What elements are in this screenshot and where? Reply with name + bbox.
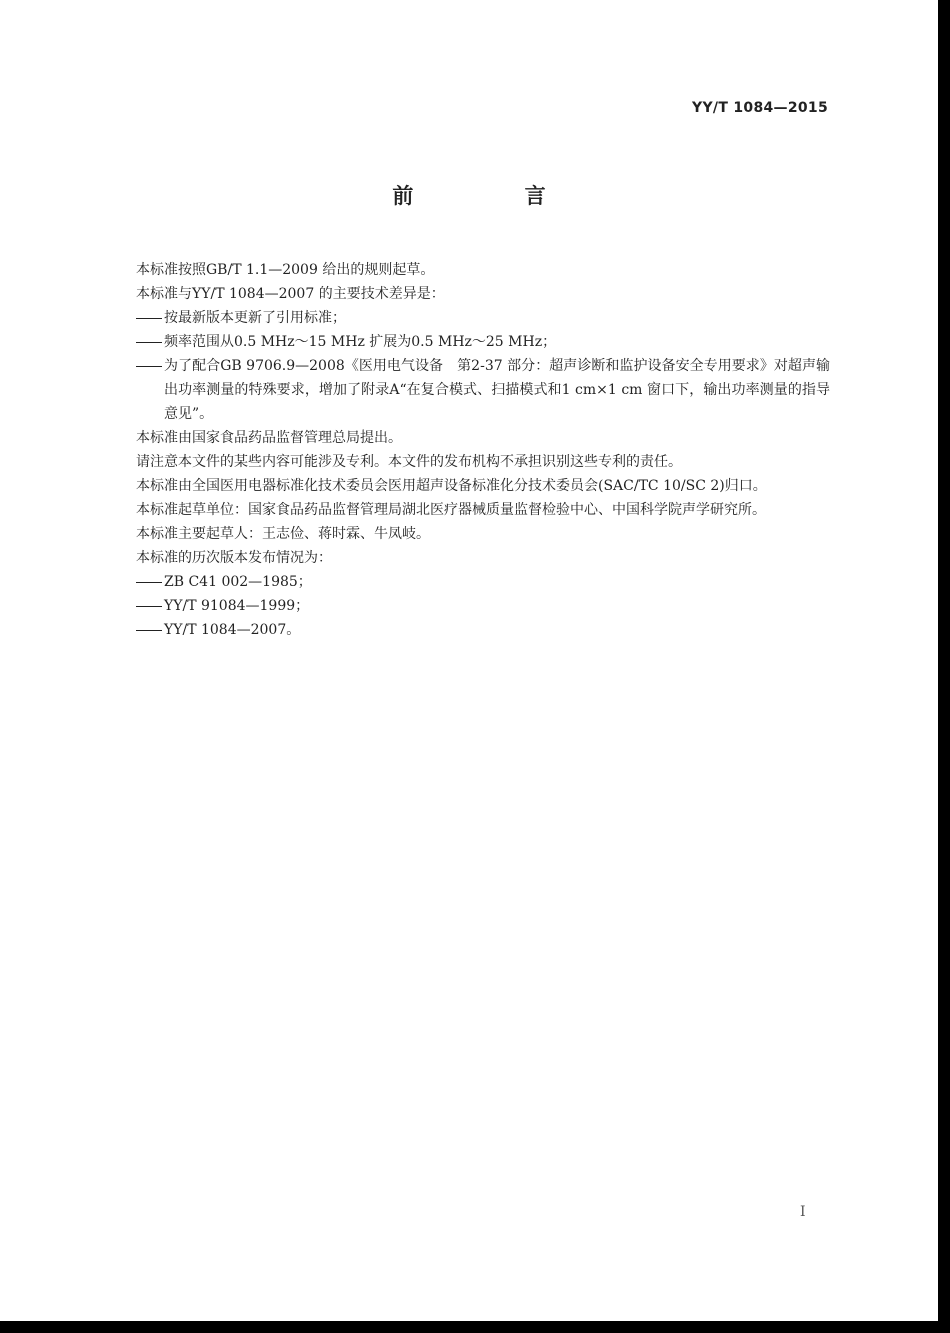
paragraph-patent-notice: 请注意本文件的某些内容可能涉及专利。本文件的发布机构不承担识别这些专利的责任。 <box>136 454 682 470</box>
paragraph-drafting-units: 本标准起草单位：国家食品药品监督管理局湖北医疗器械质量监督检验中心、中国科学院声学研究所。 <box>136 502 766 518</box>
dash-marker <box>136 330 164 354</box>
paragraph-drafting-rules: 本标准按照GB/T 1.1—2009 给出的规则起草。 <box>136 262 435 278</box>
list-item-references: 按最新版本更新了引用标准； <box>108 306 830 330</box>
foreword-body <box>108 258 830 642</box>
dash-marker <box>136 594 164 618</box>
page-number: I <box>800 1204 806 1220</box>
list-item-version-1999: YY/T 91084—1999； <box>108 594 830 618</box>
list-item-annex: 为了配合GB 9706.9—2008《医用电气设备 第2-37 部分：超声诊断和监护设备安全专用要求》对超声输出功率测量的特殊要求，增加了附录A“在复合模式、扫描模式和1 cm×1 cm 窗口下，输出功率测量的指导意见”。 <box>108 354 830 426</box>
list-item-version-2007: YY/T 1084—2007。 <box>108 618 830 642</box>
paragraph-version-history: 本标准的历次版本发布情况为： <box>136 550 332 566</box>
dash-marker <box>136 306 164 330</box>
standard-code: YY/T 1084—2015 <box>692 100 828 116</box>
dash-marker <box>136 570 164 594</box>
dash-marker <box>136 618 164 642</box>
list-item-version-1985: ZB C41 002—1985； <box>108 570 830 594</box>
paragraph-technical-committee: 本标准由全国医用电器标准化技术委员会医用超声设备标准化分技术委员会(SAC/TC 10/SC 2)归口。 <box>136 478 767 494</box>
paragraph-proposed-by: 本标准由国家食品药品监督管理总局提出。 <box>136 430 402 446</box>
page-title: 前 言 <box>392 184 598 208</box>
paragraph-drafters: 本标准主要起草人：王志俭、蒋时霖、牛凤岐。 <box>136 526 430 542</box>
dash-marker <box>136 354 164 378</box>
list-item-frequency: 频率范围从0.5 MHz～15 MHz 扩展为0.5 MHz～25 MHz； <box>108 330 830 354</box>
paragraph-differences-intro: 本标准与YY/T 1084—2007 的主要技术差异是： <box>136 286 445 302</box>
